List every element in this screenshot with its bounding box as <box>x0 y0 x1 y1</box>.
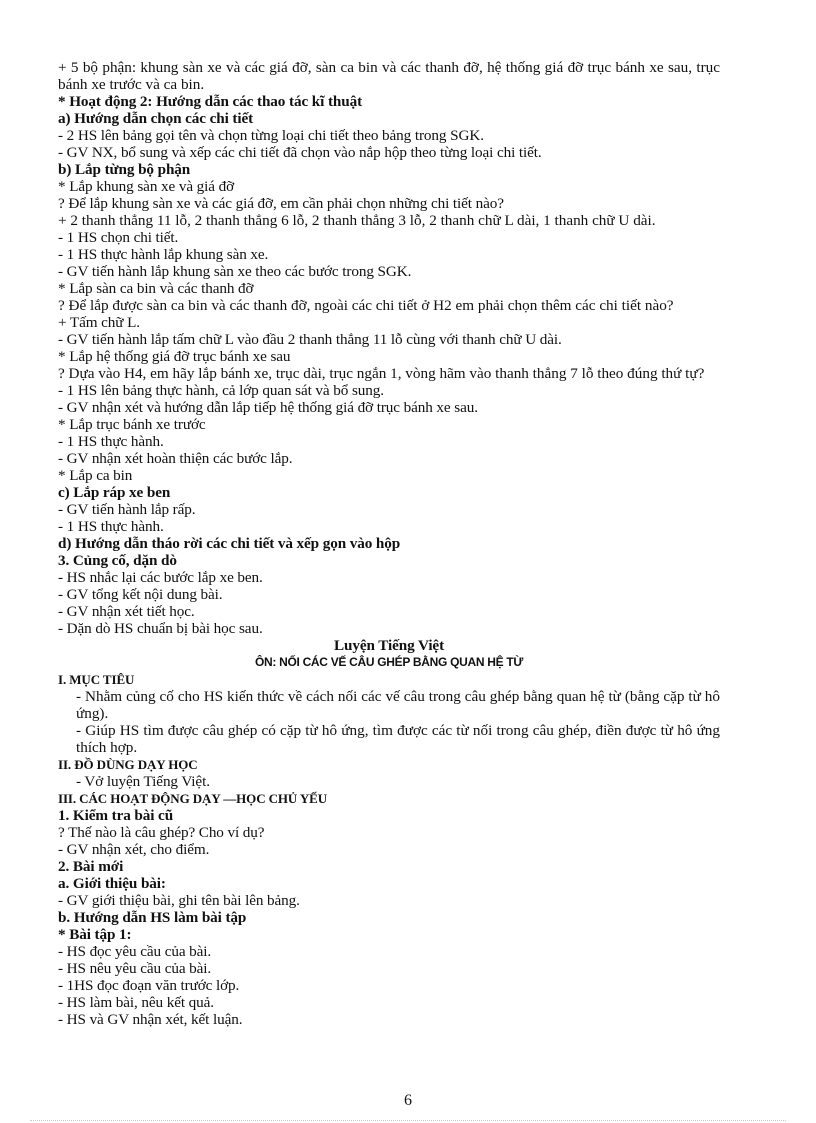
text-line: - HS và GV nhận xét, kết luận. <box>58 1011 243 1028</box>
text-line: + 2 thanh thẳng 11 lỗ, 2 thanh thẳng 6 lỗ, 2 thanh thẳng 3 lỗ, 2 thanh chữ L dài, 1 thanh chữ U dài. <box>58 212 656 229</box>
text-line: - Nhằm củng cố cho HS kiến thức về cách nối các vế câu trong câu ghép bằng quan hệ từ (bằng cặp từ hô ứng). <box>76 688 720 722</box>
text-line: - GV nhận xét và hướng dẫn lắp tiếp hệ thống giá đỡ trục bánh xe sau. <box>58 399 478 416</box>
text-line: - GV nhận xét tiết học. <box>58 603 195 620</box>
section-heading: a) Hướng dẫn chọn các chi tiết <box>58 110 254 127</box>
text-line: ? Thế nào là câu ghép? Cho ví dụ? <box>58 824 265 841</box>
section-heading: d) Hướng dẫn tháo rời các chi tiết và xếp gọn vào hộp <box>58 535 401 552</box>
text-line: * Lắp sàn ca bin và các thanh đỡ <box>58 280 254 297</box>
text-line: - GV tổng kết nội dung bài. <box>58 586 223 603</box>
document-body <box>58 59 720 1028</box>
section-heading: b) Lắp từng bộ phận <box>58 161 191 178</box>
text-line: - HS làm bài, nêu kết quả. <box>58 994 214 1011</box>
text-line: * Lắp hệ thống giá đỡ trục bánh xe sau <box>58 348 291 365</box>
text-line: - HS nhắc lại các bước lắp xe ben. <box>58 569 263 586</box>
text-line: - GV tiến hành lắp rấp. <box>58 501 196 518</box>
lesson-subtitle: ÔN: NỐI CÁC VẾ CÂU GHÉP BẰNG QUAN HỆ TỪ <box>254 655 524 669</box>
text-line: - GV giới thiệu bài, ghi tên bài lên bảng. <box>58 892 300 909</box>
exercise-heading: * Bài tập 1: <box>58 926 132 943</box>
text-line: - 1 HS thực hành. <box>58 518 164 535</box>
text-line: - Vở luyện Tiếng Việt. <box>76 773 210 790</box>
text-line: - 1 HS chọn chi tiết. <box>58 229 179 246</box>
section-heading: a. Giới thiệu bài: <box>58 875 166 892</box>
text-line: - 1 HS thực hành. <box>58 433 164 450</box>
section-heading: II. ĐỒ DÙNG DẠY HỌC <box>58 757 198 772</box>
text-line: - 1 HS lên bảng thực hành, cả lớp quan sát và bổ sung. <box>58 382 384 399</box>
text-line: ? Để lắp được sàn ca bin và các thanh đỡ, ngoài các chi tiết ở H2 em phải chọn thêm các chi tiết nào? <box>58 297 674 314</box>
text-line: * Lắp ca bin <box>58 467 133 484</box>
lesson-title: Luyện Tiếng Việt <box>333 637 445 654</box>
section-heading: b. Hướng dẫn HS làm bài tập <box>58 909 247 926</box>
section-heading: 2. Bài mới <box>58 858 124 875</box>
text-line: + Tấm chữ L. <box>58 314 140 331</box>
text-line: - GV nhận xét hoàn thiện các bước lắp. <box>58 450 293 467</box>
activity-heading: * Hoạt động 2: Hướng dẫn các thao tác kĩ thuật <box>58 93 363 110</box>
text-line: - 1HS đọc đoạn văn trước lớp. <box>58 977 240 994</box>
text-line: ? Để lắp khung sàn xe và các giá đỡ, em cần phải chọn những chi tiết nào? <box>58 195 504 212</box>
text-line: ? Dựa vào H4, em hãy lắp bánh xe, trục dài, trục ngắn 1, vòng hãm vào thanh thẳng 7 lỗ theo đúng thứ tự? <box>58 365 705 382</box>
page-number: 6 <box>404 1092 412 1109</box>
text-line: - GV tiến hành lắp tấm chữ L vào đầu 2 thanh thẳng 11 lỗ cùng với thanh chữ U dài. <box>58 331 562 348</box>
section-heading: 3. Củng cố, dặn dò <box>58 552 177 569</box>
text-line: - 1 HS thực hành lắp khung sàn xe. <box>58 246 269 263</box>
text-line: - Dặn dò HS chuẩn bị bài học sau. <box>58 620 263 637</box>
text-line: - HS đọc yêu cầu của bài. <box>58 943 212 960</box>
text-line: - GV tiến hành lắp khung sàn xe theo các bước trong SGK. <box>58 263 412 280</box>
text-line: * Lắp trục bánh xe trước <box>58 416 206 433</box>
section-heading: III. CÁC HOẠT ĐỘNG DẠY —HỌC CHỦ YẾU <box>58 791 328 806</box>
text-line: - Giúp HS tìm được câu ghép có cặp từ hô ứng, tìm được các từ nối trong câu ghép, điền được từ hô ứng thích hợp. <box>76 722 720 756</box>
text-line: - GV NX, bổ sung và xếp các chi tiết đã chọn vào nắp hộp theo từng loại chi tiết. <box>58 144 542 161</box>
section-heading: I. MỤC TIÊU <box>58 672 135 687</box>
text-line: - GV nhận xét, cho điểm. <box>58 841 210 858</box>
text-line: - 2 HS lên bảng gọi tên và chọn từng loại chi tiết theo bảng trong SGK. <box>58 127 484 144</box>
footer-divider <box>30 1120 786 1121</box>
text-line: - HS nêu yêu cầu của bài. <box>58 960 212 977</box>
section-heading: c) Lắp ráp xe ben <box>58 484 171 501</box>
text-line: + 5 bộ phận: khung sàn xe và các giá đỡ, sàn ca bin và các thanh đỡ, hệ thống giá đỡ trục bánh xe sau, trục bánh xe trước và ca bin. <box>58 59 720 93</box>
text-line: * Lắp khung sàn xe và giá đỡ <box>58 178 235 195</box>
section-heading: 1. Kiểm tra bài cũ <box>58 807 174 824</box>
